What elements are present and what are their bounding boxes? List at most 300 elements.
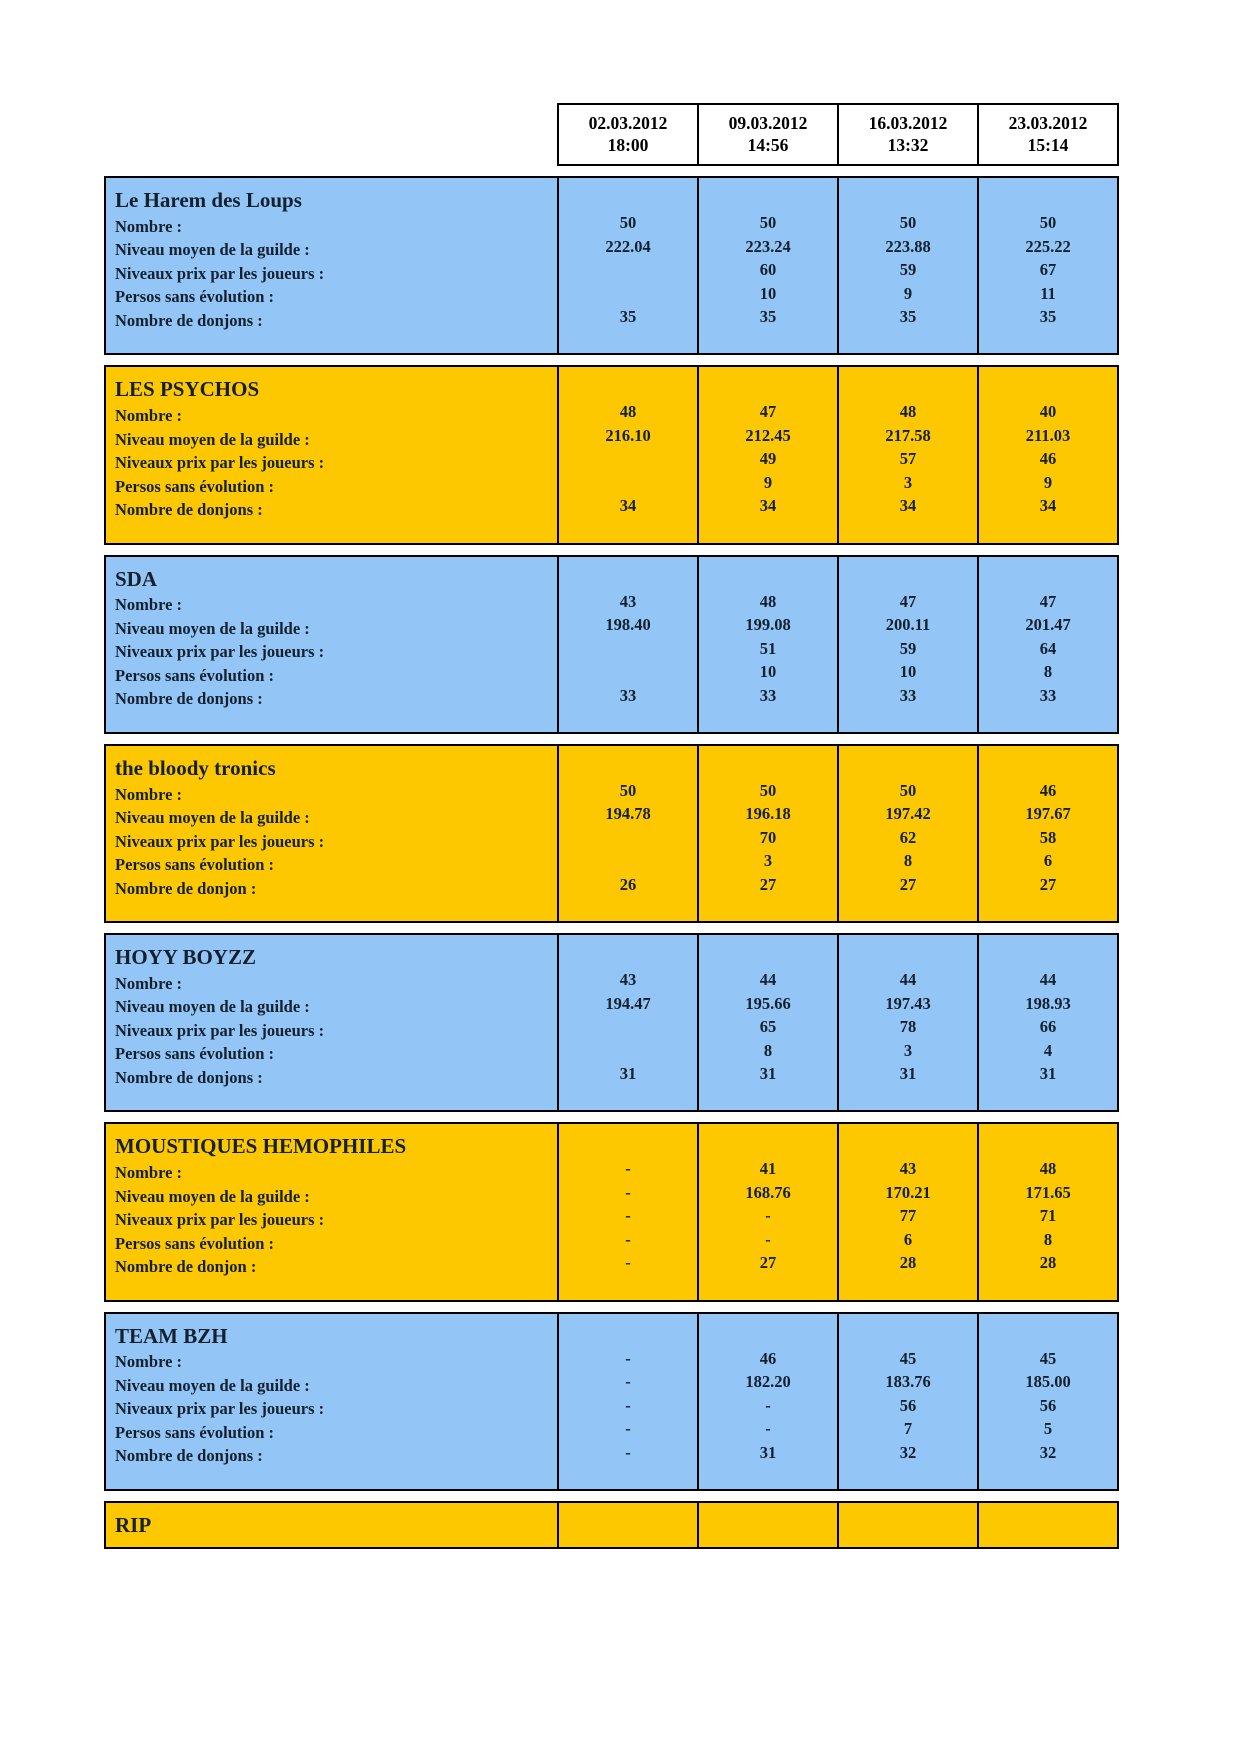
block-bottom-padding	[106, 901, 557, 921]
block-bottom-padding	[839, 1276, 977, 1296]
metric-value: 50	[759, 780, 777, 800]
guild-block-values	[698, 1502, 838, 1548]
metric-value: 48	[759, 591, 777, 611]
metric-value: 197.67	[1025, 804, 1071, 824]
header-date: 23.03.2012	[1008, 113, 1088, 133]
block-separator-cell	[558, 733, 698, 745]
metric-value: 195.66	[745, 993, 791, 1013]
metric-label: Nombre de donjons :	[115, 689, 263, 709]
metric-value: 10	[759, 662, 777, 682]
metric-label: Niveau moyen de la guilde :	[115, 618, 310, 638]
block-bottom-padding	[559, 519, 697, 539]
guild-name-spacer	[699, 375, 837, 401]
metric-value: 59	[899, 638, 917, 658]
guild-block-values	[838, 745, 978, 922]
metric-value: 170.21	[885, 1182, 931, 1202]
guild-block-values	[838, 934, 978, 1111]
metric-value: 62	[899, 827, 917, 847]
metric-value	[559, 283, 697, 307]
metric-value: 216.10	[605, 425, 651, 445]
metric-value	[559, 448, 697, 472]
block-bottom-padding	[979, 1465, 1117, 1485]
metric-value: 168.76	[745, 1182, 791, 1202]
guild-name-spacer	[699, 565, 837, 591]
metric-value	[559, 259, 697, 283]
metric-value: 9	[1043, 472, 1053, 492]
block-bottom-padding	[839, 708, 977, 728]
guild-name-spacer	[559, 1322, 697, 1348]
metric-value	[559, 472, 697, 496]
block-bottom-padding	[699, 330, 837, 350]
guild-name: the bloody tronics	[115, 755, 276, 780]
metric-value: 194.78	[605, 804, 651, 824]
metric-value: 3	[903, 472, 913, 492]
guild-block-values	[698, 366, 838, 543]
guild-block-values	[978, 1313, 1118, 1490]
metric-value: 183.76	[885, 1372, 931, 1392]
guild-block-labels	[105, 1502, 558, 1548]
metric-value: 27	[899, 874, 917, 894]
block-separator-cell	[105, 354, 558, 366]
guild-name-spacer	[839, 943, 977, 969]
metric-value: 3	[903, 1040, 913, 1060]
metric-value: 44	[1039, 970, 1057, 990]
metric-value: 50	[1039, 213, 1057, 233]
guild-block-values	[558, 177, 698, 354]
metric-value: 67	[1039, 260, 1057, 280]
guild-name-spacer	[559, 754, 697, 780]
block-bottom-padding	[699, 1276, 837, 1296]
metric-value: 8	[903, 851, 913, 871]
metric-label: Niveau moyen de la guilde :	[115, 429, 310, 449]
metric-value: 34	[899, 496, 917, 516]
metric-value: 9	[763, 472, 773, 492]
guild-block-values	[558, 556, 698, 733]
metric-value: -	[765, 1395, 771, 1415]
guild-name-spacer	[839, 1322, 977, 1348]
block-bottom-padding	[106, 333, 557, 353]
metric-label: Niveau moyen de la guilde :	[115, 1375, 310, 1395]
metric-label: Nombre de donjons :	[115, 1067, 263, 1087]
metric-value: -	[625, 1372, 631, 1392]
block-separator-cell	[838, 165, 978, 177]
metric-label: Nombre :	[115, 595, 183, 615]
metric-value: 8	[1043, 1229, 1053, 1249]
metric-value: 198.40	[605, 615, 651, 635]
guild-name-spacer	[839, 1511, 977, 1537]
block-separator-cell	[838, 1301, 978, 1313]
block-separator-cell	[558, 1301, 698, 1313]
metric-value: 58	[1039, 827, 1057, 847]
metric-value: 46	[759, 1348, 777, 1368]
block-separator-cell	[698, 544, 838, 556]
block-separator-cell	[838, 544, 978, 556]
metric-value: 64	[1039, 638, 1057, 658]
block-separator-cell	[698, 1301, 838, 1313]
block-bottom-padding	[839, 519, 977, 539]
metric-value: 197.43	[885, 993, 931, 1013]
metric-value: 60	[759, 260, 777, 280]
guild-block-values	[838, 1313, 978, 1490]
metric-label: Niveau moyen de la guilde :	[115, 997, 310, 1017]
guild-name-spacer	[699, 1132, 837, 1158]
guild-block-labels	[105, 366, 558, 543]
block-separator-cell	[105, 544, 558, 556]
metric-value: 59	[899, 260, 917, 280]
metric-label: Niveau moyen de la guilde :	[115, 808, 310, 828]
metric-value: 32	[1039, 1442, 1057, 1462]
block-separator-cell	[978, 1111, 1118, 1123]
metric-label: Niveaux prix par les joueurs :	[115, 453, 325, 473]
guild-name-spacer	[699, 1322, 837, 1348]
block-separator-cell	[105, 1490, 558, 1502]
metric-value: -	[625, 1348, 631, 1368]
metric-value: 47	[1039, 591, 1057, 611]
guild-block-values	[698, 1123, 838, 1300]
block-bottom-padding	[839, 330, 977, 350]
guild-name-spacer	[979, 186, 1117, 212]
block-separator-cell	[978, 1301, 1118, 1313]
metric-label: Nombre :	[115, 973, 183, 993]
header-date: 02.03.2012	[588, 113, 668, 133]
metric-value: 46	[1039, 449, 1057, 469]
block-bottom-padding	[559, 1537, 697, 1543]
block-bottom-padding	[699, 897, 837, 917]
metric-value: 65	[759, 1017, 777, 1037]
block-separator-cell	[978, 1490, 1118, 1502]
guild-name: LES PSYCHOS	[115, 377, 260, 402]
header-date: 09.03.2012	[728, 113, 808, 133]
guild-block-values	[838, 366, 978, 543]
metric-value: 43	[619, 591, 637, 611]
metric-value: -	[625, 1159, 631, 1179]
header-date-column	[838, 104, 978, 165]
metric-value: 225.22	[1025, 236, 1071, 256]
block-bottom-padding	[979, 519, 1117, 539]
block-separator-cell	[978, 165, 1118, 177]
metric-label: Nombre :	[115, 216, 183, 236]
metric-value: 201.47	[1025, 615, 1071, 635]
block-separator-cell	[838, 733, 978, 745]
block-bottom-padding	[979, 708, 1117, 728]
metric-value: 33	[619, 685, 637, 705]
metric-value: 50	[619, 780, 637, 800]
guild-name-spacer	[699, 943, 837, 969]
guild-name-spacer	[839, 1132, 977, 1158]
metric-value: 51	[759, 638, 777, 658]
guild-name-spacer	[979, 1322, 1117, 1348]
guild-block-row	[105, 1502, 1118, 1548]
metric-label: Persos sans évolution :	[115, 855, 275, 875]
metric-value: 44	[759, 970, 777, 990]
block-bottom-padding	[559, 1087, 697, 1107]
metric-value: 34	[619, 496, 637, 516]
block-separator	[105, 1111, 1118, 1123]
metric-value: 11	[1040, 283, 1056, 303]
guild-name-spacer	[699, 1511, 837, 1537]
block-separator-cell	[838, 922, 978, 934]
metric-label: Nombre :	[115, 1163, 183, 1183]
metric-value: 185.00	[1025, 1372, 1071, 1392]
metric-value: 171.65	[1025, 1182, 1071, 1202]
guild-block-row	[105, 1313, 1118, 1490]
guild-name-spacer	[839, 375, 977, 401]
block-bottom-padding	[106, 523, 557, 543]
guild-block-values	[558, 934, 698, 1111]
guild-name-spacer	[979, 1132, 1117, 1158]
header-date: 16.03.2012	[868, 113, 948, 133]
metric-value: 5	[1043, 1419, 1053, 1439]
guild-block-row	[105, 745, 1118, 922]
block-bottom-padding	[106, 1280, 557, 1300]
metric-value: 4	[1043, 1040, 1053, 1060]
block-bottom-padding	[979, 1087, 1117, 1107]
metric-value: 3	[763, 851, 773, 871]
metric-value: 223.88	[885, 236, 931, 256]
block-separator-cell	[105, 922, 558, 934]
block-bottom-padding	[839, 1465, 977, 1485]
metric-value	[559, 661, 697, 685]
guild-name-spacer	[839, 186, 977, 212]
metric-value: 48	[1039, 1159, 1057, 1179]
metric-value: 6	[1043, 851, 1053, 871]
metric-value: 182.20	[745, 1372, 791, 1392]
guild-name: HOYY BOYZZ	[115, 945, 256, 970]
metric-value: -	[625, 1395, 631, 1415]
metric-value: 31	[899, 1064, 917, 1084]
guild-block-labels	[105, 934, 558, 1111]
guild-name-spacer	[559, 565, 697, 591]
block-separator-cell	[838, 1490, 978, 1502]
guild-block-values	[838, 1502, 978, 1548]
guild-name-spacer	[559, 186, 697, 212]
block-separator-cell	[558, 1111, 698, 1123]
metric-value	[559, 1040, 697, 1064]
block-separator-cell	[698, 354, 838, 366]
block-separator-cell	[558, 544, 698, 556]
metric-value: 50	[619, 213, 637, 233]
guild-name: RIP	[115, 1512, 152, 1537]
block-separator-cell	[698, 922, 838, 934]
metric-label: Niveau moyen de la guilde :	[115, 240, 310, 260]
metric-value: 43	[619, 970, 637, 990]
guild-block-values	[698, 1313, 838, 1490]
guild-block-values	[838, 177, 978, 354]
block-bottom-padding	[559, 330, 697, 350]
metric-value: 211.03	[1025, 425, 1071, 445]
metric-value: 27	[1039, 874, 1057, 894]
metric-value: 46	[1039, 780, 1057, 800]
metric-value: 28	[899, 1253, 917, 1273]
metric-value: -	[625, 1253, 631, 1273]
block-separator-cell	[558, 1490, 698, 1502]
guild-name-spacer	[699, 754, 837, 780]
metric-value: 66	[1039, 1017, 1057, 1037]
block-bottom-padding	[559, 708, 697, 728]
metric-value: -	[765, 1206, 771, 1226]
metric-label: Nombre :	[115, 784, 183, 804]
metric-value: 31	[1039, 1064, 1057, 1084]
metric-value: 34	[759, 496, 777, 516]
block-separator	[105, 544, 1118, 556]
block-bottom-padding	[699, 519, 837, 539]
guild-block-values	[978, 1502, 1118, 1548]
metric-value: 212.45	[745, 425, 791, 445]
guild-block-values	[978, 1123, 1118, 1300]
metric-value: 26	[619, 874, 637, 894]
metric-value: 7	[903, 1419, 913, 1439]
block-separator-cell	[698, 1111, 838, 1123]
metric-value: 31	[759, 1442, 777, 1462]
metric-value: 45	[899, 1348, 917, 1368]
metric-label: Persos sans évolution :	[115, 287, 275, 307]
metric-value: -	[625, 1442, 631, 1462]
metric-label: Niveau moyen de la guilde :	[115, 1186, 310, 1206]
guild-block-row	[105, 177, 1118, 354]
metric-value	[559, 1016, 697, 1040]
guild-block-values	[558, 1123, 698, 1300]
block-separator-cell	[978, 544, 1118, 556]
guild-name: Le Harem des Loups	[115, 188, 302, 213]
metric-value	[559, 827, 697, 851]
block-bottom-padding	[559, 1465, 697, 1485]
guild-name: MOUSTIQUES HEMOPHILES	[115, 1134, 407, 1159]
metric-value: 35	[1039, 307, 1057, 327]
metric-label: Persos sans évolution :	[115, 665, 275, 685]
guild-block-values	[558, 1502, 698, 1548]
guild-name-spacer	[979, 754, 1117, 780]
guild-name-spacer	[559, 943, 697, 969]
metric-label: Nombre de donjon :	[115, 878, 257, 898]
block-bottom-padding	[106, 1469, 557, 1489]
guild-block-values	[558, 366, 698, 543]
block-bottom-padding	[559, 897, 697, 917]
block-separator	[105, 354, 1118, 366]
header-time: 18:00	[607, 135, 649, 156]
block-separator-cell	[105, 165, 558, 177]
header-date-column	[558, 104, 698, 165]
guild-block-labels	[105, 745, 558, 922]
metric-label: Niveaux prix par les joueurs :	[115, 1020, 325, 1040]
guild-block-values	[838, 1123, 978, 1300]
metric-value: 200.11	[885, 615, 931, 635]
metric-value: 70	[759, 827, 777, 847]
metric-value: 47	[759, 402, 777, 422]
metric-value: 71	[1039, 1206, 1057, 1226]
metric-value: 50	[759, 213, 777, 233]
metric-value: 35	[759, 307, 777, 327]
block-bottom-padding	[979, 897, 1117, 917]
block-separator-cell	[105, 1111, 558, 1123]
block-separator	[105, 922, 1118, 934]
metric-value: 57	[899, 449, 917, 469]
guild-name-spacer	[979, 565, 1117, 591]
guild-block-labels	[105, 177, 558, 354]
guild-block-values	[558, 745, 698, 922]
guild-block-row	[105, 366, 1118, 543]
table-header-row	[105, 104, 1118, 165]
guild-name: SDA	[115, 566, 158, 591]
guild-name-spacer	[699, 186, 837, 212]
metric-value: 31	[759, 1064, 777, 1084]
guild-name-spacer	[979, 375, 1117, 401]
block-bottom-padding	[979, 1276, 1117, 1296]
block-bottom-padding	[699, 1537, 837, 1543]
guild-name-spacer	[839, 754, 977, 780]
metric-value: 27	[759, 874, 777, 894]
block-bottom-padding	[559, 1276, 697, 1296]
metric-value: 197.42	[885, 804, 931, 824]
block-bottom-padding	[979, 1537, 1117, 1543]
metric-label: Nombre de donjons :	[115, 1446, 263, 1466]
metric-value: 49	[759, 449, 777, 469]
guild-block-labels	[105, 1313, 558, 1490]
block-separator-cell	[698, 1490, 838, 1502]
metric-value: 194.47	[605, 993, 651, 1013]
guild-block-values	[978, 556, 1118, 733]
block-separator	[105, 1490, 1118, 1502]
guild-name-spacer	[979, 1511, 1117, 1537]
block-bottom-padding	[839, 1087, 977, 1107]
metric-value: -	[625, 1206, 631, 1226]
metric-value: 43	[899, 1159, 917, 1179]
metric-value: 35	[899, 307, 917, 327]
metric-value: 9	[903, 283, 913, 303]
block-bottom-padding	[106, 1090, 557, 1110]
guild-block-row	[105, 934, 1118, 1111]
metric-value: 33	[759, 685, 777, 705]
guild-block-row	[105, 556, 1118, 733]
metric-value: -	[765, 1419, 771, 1439]
metric-label: Nombre :	[115, 406, 183, 426]
metric-value: 35	[619, 307, 637, 327]
metric-value: 33	[1039, 685, 1057, 705]
block-separator-cell	[978, 733, 1118, 745]
metric-value: 198.93	[1025, 993, 1071, 1013]
guild-block-values	[978, 177, 1118, 354]
metric-value	[559, 850, 697, 874]
block-separator-cell	[105, 733, 558, 745]
metric-value: 78	[899, 1017, 917, 1037]
guild-block-values	[698, 745, 838, 922]
metric-label: Niveaux prix par les joueurs :	[115, 1210, 325, 1230]
metric-value: 8	[763, 1040, 773, 1060]
metric-value: -	[625, 1229, 631, 1249]
block-bottom-padding	[839, 897, 977, 917]
metric-label: Persos sans évolution :	[115, 476, 275, 496]
guild-block-values	[698, 177, 838, 354]
guild-block-values	[978, 934, 1118, 1111]
metric-value: 56	[1039, 1395, 1057, 1415]
metric-value: -	[625, 1419, 631, 1439]
metric-value: 10	[759, 283, 777, 303]
metric-value: 56	[899, 1395, 917, 1415]
metric-value: 48	[899, 402, 917, 422]
block-separator-cell	[558, 354, 698, 366]
guild-block-values	[978, 366, 1118, 543]
block-separator-cell	[105, 1301, 558, 1313]
metric-value: -	[625, 1182, 631, 1202]
guild-block-values	[558, 1313, 698, 1490]
header-time: 14:56	[747, 135, 789, 156]
metric-value: 41	[759, 1159, 777, 1179]
block-separator	[105, 1301, 1118, 1313]
metric-value: 217.58	[885, 425, 931, 445]
block-bottom-padding	[699, 1465, 837, 1485]
block-separator-cell	[698, 733, 838, 745]
header-time: 15:14	[1027, 135, 1069, 156]
guild-name-spacer	[559, 375, 697, 401]
